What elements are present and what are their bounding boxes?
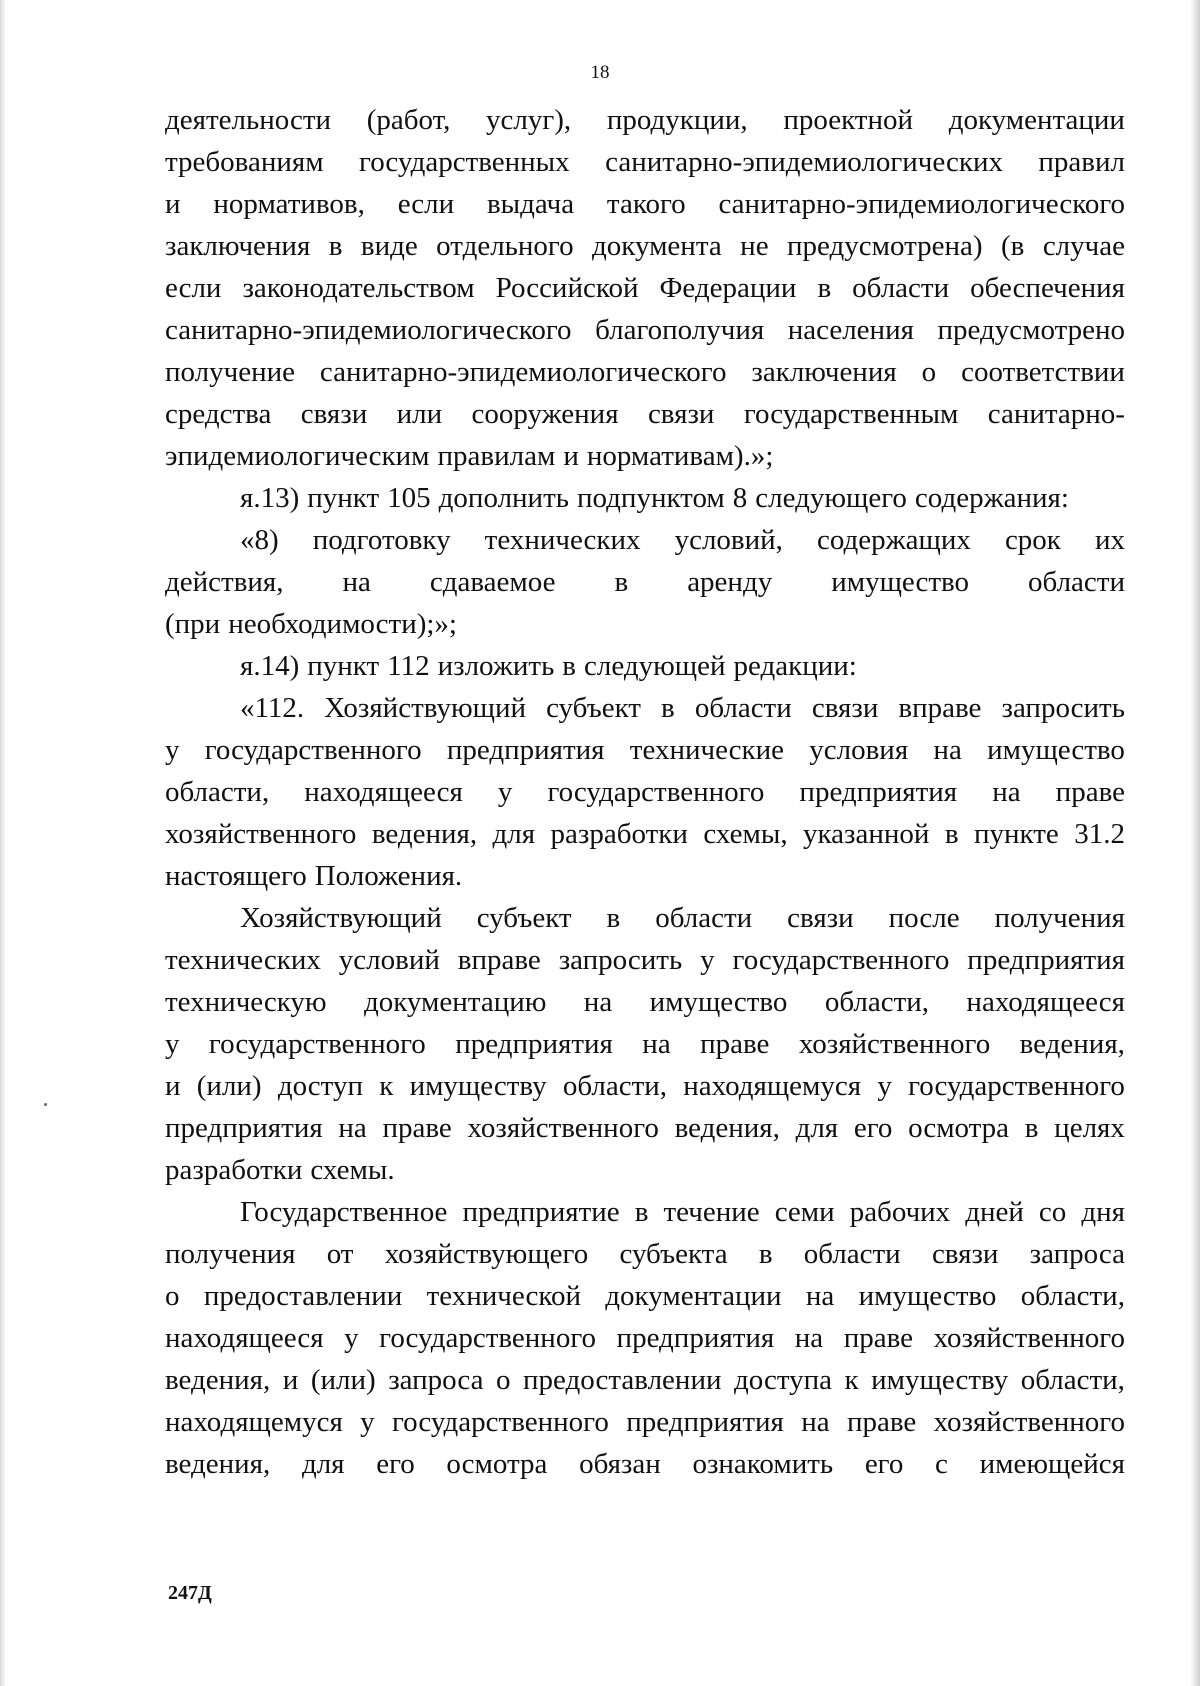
word: государственного [547,776,765,808]
word: связи [811,692,879,724]
text-line [165,561,1125,603]
word: имущество [987,734,1125,766]
text-line [165,1065,1125,1107]
word: действия, [165,566,284,598]
scan-speck [44,1103,47,1106]
word: 8 [732,482,748,514]
word: предоставлении [523,1364,722,1396]
page-number: 18 [590,62,610,83]
word: осмотра [908,1112,1010,1144]
word: 112 [387,650,430,682]
word: ведения, [674,1112,780,1144]
word: находящемуся [683,1070,862,1102]
word: или [396,398,443,430]
text-line [165,939,1125,981]
word: обязан [579,1448,661,1480]
word: дней [965,1196,1024,1228]
text-line [165,1149,1125,1191]
word: в [661,692,675,724]
scan-edge-right [1190,0,1200,1686]
word: санитарно-эпидемиологического [165,314,572,346]
word: ведения, [1019,1028,1125,1060]
text-line [165,309,1125,351]
text-line [165,1359,1125,1401]
word: услуг), [486,104,572,136]
word: 105 [387,482,431,514]
word: ведения, [165,1448,271,1480]
word: отдельного [436,230,574,262]
word: праве [843,1322,914,1354]
word: связи [787,902,854,934]
word: о [921,356,937,388]
word: находящееся [165,1322,324,1354]
word: технических [484,524,641,556]
word: подготовку [312,524,451,556]
word: схемы. [310,1154,395,1186]
word: у [165,1028,180,1060]
word: следующего [755,482,907,514]
word: эпидемиологическим [165,440,430,472]
word: пункт [307,482,380,514]
word: субъекта [619,1238,728,1270]
word: соответствии [961,356,1125,388]
word: субъект [476,902,572,934]
word: получение [165,356,295,388]
word: предприятия [446,734,605,766]
word: предприятия [616,1322,775,1354]
word: условий, [674,524,783,556]
word: ведения, [165,1364,271,1396]
word: хозяйственного [933,1322,1125,1354]
word: запроса [1029,1238,1125,1270]
word: связи [300,398,368,430]
word: предусмотрено [937,314,1125,346]
text-line [165,1317,1125,1359]
word: праве [700,1028,770,1060]
text-line [165,897,1125,939]
word: технические [629,734,785,766]
word: срок [1004,524,1061,556]
word: правилам [437,440,556,472]
word: заключения [751,356,897,388]
word: документацию [364,986,547,1018]
word: в [328,230,343,262]
word: разработки [550,818,688,850]
word: (или) [310,1364,376,1396]
word: если [397,188,455,220]
word: государственных [359,146,570,178]
word: средства [165,398,272,430]
word: технических [165,944,321,976]
word: праве [382,1112,452,1144]
word: продукции, [606,104,748,136]
word: документа [592,230,722,262]
word: доступ [277,1070,363,1102]
word: предоставлении [203,1280,403,1312]
word: и [165,1070,181,1102]
word: санитарно-эпидемиологических [605,146,1003,178]
word: вправе [898,692,982,724]
word: в [634,1196,649,1228]
word: нормативам).»; [586,440,774,472]
word: праве [846,1406,917,1438]
text-line [165,99,1125,141]
word: на [642,1028,671,1060]
word: на [805,1280,835,1312]
word: области [655,902,753,934]
word: хозяйственного [798,1028,991,1060]
word: осмотра [446,1448,548,1480]
word: рабочих [849,1196,951,1228]
word: и [165,188,181,220]
text-line [165,1233,1125,1275]
scan-edge-left [0,0,6,1686]
text-line [165,1275,1125,1317]
word: запроса [388,1364,484,1396]
word: области, [562,1070,668,1102]
word: после [888,902,960,934]
word: на [801,1406,830,1438]
word: о [165,1280,180,1312]
word: проектной [783,104,914,136]
word: субъект [546,692,641,724]
word: области, [165,776,270,808]
word: связи [931,1238,999,1270]
word: документации [948,104,1125,136]
word: в [606,902,621,934]
word: его [864,1448,904,1480]
word: его [376,1448,415,1480]
word: имущество [649,986,788,1018]
document-body [165,99,1125,1485]
word: Хозяйствующий [240,902,442,934]
word: предприятие [462,1196,620,1228]
word: дня [1081,1196,1125,1228]
word: области [852,272,950,304]
word: деятельности [165,104,332,136]
word: ведения, [371,818,478,850]
word: с [935,1448,948,1480]
word: я.13) [240,482,300,514]
text-line [165,1401,1125,1443]
word: связи [647,398,715,430]
text-line [165,519,1125,561]
text-line [165,729,1125,771]
word: предприятия [455,1028,613,1060]
word: государственным [743,398,959,430]
word: техническую [165,986,327,1018]
word: случае [1042,230,1125,262]
word: области, [1020,1280,1125,1312]
word: (работ, [366,104,451,136]
word: следующей [584,650,726,682]
word: у [497,776,513,808]
word: в [758,1238,773,1270]
word: со [1038,1196,1067,1228]
text-line [165,1443,1125,1485]
word: области, [1020,1364,1125,1396]
word: находящееся [304,776,463,808]
word: семи [774,1196,835,1228]
word: требованиям [165,146,324,178]
text-line [165,435,1125,477]
word: запросить [558,944,683,976]
word: хозяйствующего [384,1238,589,1270]
word: обеспечения [970,272,1125,304]
text-line [165,183,1125,225]
text-line [165,855,1125,897]
word: находящемуся [165,1406,343,1438]
text-line [165,225,1125,267]
word: их [1094,524,1125,556]
word: сдаваемое [429,566,556,598]
text-line [165,393,1125,435]
word: изложить [437,650,555,682]
word: правил [1038,146,1125,178]
word: для [795,1112,839,1144]
word: на [933,734,962,766]
word: технической [426,1280,581,1312]
word: государственного [908,1070,1125,1102]
word: содержания: [914,482,1069,514]
word: пункт [307,650,380,682]
word: государственного [208,1028,426,1060]
word: Федерации [659,272,797,304]
word: не [740,230,769,262]
word: Положения. [314,860,463,892]
word: схемы, [703,818,788,850]
word: и [282,1364,299,1396]
word: хозяйственного [933,1406,1125,1438]
word: имуществу [409,1070,547,1102]
word: государственного [392,1406,609,1438]
word: такого [606,188,686,220]
text-line [165,645,1125,687]
word: населения [787,314,914,346]
word: имущество [831,566,970,598]
word: условия [809,734,909,766]
word: (в [1001,230,1025,262]
word: предприятия [799,776,958,808]
word: ознакомить [692,1448,834,1480]
word: государственного [732,944,950,976]
word: у [360,1406,375,1438]
text-line [165,981,1125,1023]
word: к [844,1364,859,1396]
word: на [342,566,371,598]
word: «112. [240,692,305,724]
word: редакции: [733,650,857,682]
word: вправе [457,944,541,976]
word: Российской [495,272,639,304]
word: предприятия [626,1406,784,1438]
word: пункте [974,818,1059,850]
word: я.14) [240,650,300,682]
text-line [165,351,1125,393]
word: получения [165,1238,296,1270]
word: дополнить [438,482,569,514]
text-line [165,267,1125,309]
text-line [165,687,1125,729]
word: предусмотрена) [787,230,983,262]
word: подпунктом [576,482,725,514]
word: на [338,1112,367,1144]
word: содержащих [816,524,971,556]
word: и [563,440,579,472]
word: имеющейся [979,1448,1125,1480]
word: санитарно-эпидемиологического [319,356,727,388]
text-line [165,141,1125,183]
word: (при [165,608,221,640]
word: (или) [196,1070,262,1102]
word: у [165,734,180,766]
word: санитарно-эпидемиологического [718,188,1125,220]
word: законодательством [242,272,475,304]
word: на [794,1322,824,1354]
text-line [165,1107,1125,1149]
word: санитарно- [987,398,1125,430]
word: указанной [803,818,930,850]
word: предприятия [967,944,1125,976]
word: доступа [734,1364,833,1396]
word: сооружения [471,398,619,430]
word: области [694,692,792,724]
word: «8) [240,524,279,556]
word: получения [994,902,1125,934]
word: у [344,1322,359,1354]
word: документации [605,1280,782,1312]
word: течение [663,1196,760,1228]
text-line [165,771,1125,813]
word: имущество [858,1280,997,1312]
word: от [326,1238,354,1270]
word: его [853,1112,893,1144]
word: на [992,776,1021,808]
word: 31.2 [1074,818,1125,850]
text-line [165,603,1125,645]
word: виде [360,230,418,262]
text-line [165,1191,1125,1233]
text-line [165,813,1125,855]
word: нормативов, [213,188,365,220]
word: для [492,818,536,850]
word: Хозяйствующий [324,692,526,724]
word: целях [1054,1112,1125,1144]
word: аренду [687,566,773,598]
word: о [496,1364,511,1396]
word: у [877,1070,892,1102]
document-code: 247Д [168,1582,212,1604]
word: Государственное [240,1196,448,1228]
word: на [583,986,613,1018]
word: предприятия [165,1112,323,1144]
word: области, [824,986,930,1018]
word: в [817,272,832,304]
word: в [944,818,959,850]
word: области [803,1238,901,1270]
word: к [379,1070,394,1102]
word: имуществу [871,1364,1009,1396]
word: хозяйственного [165,818,357,850]
word: разработки [165,1154,303,1186]
word: хозяйственного [467,1112,659,1144]
word: благополучия [595,314,765,346]
word: в [1024,1112,1039,1144]
word: государственного [379,1322,596,1354]
word: праве [1055,776,1125,808]
word: выдача [486,188,575,220]
word: области [1028,566,1125,598]
word: условий [338,944,440,976]
word: необходимости);»; [228,608,457,640]
word: в [562,650,576,682]
word: запросить [1001,692,1125,724]
word: настоящего [165,860,307,892]
text-line [165,1023,1125,1065]
word: для [301,1448,345,1480]
text-line [165,477,1125,519]
word: государственного [204,734,422,766]
word: если [165,272,222,304]
word: находящееся [966,986,1125,1018]
word: у [700,944,715,976]
word: в [614,566,629,598]
word: заключения [165,230,311,262]
